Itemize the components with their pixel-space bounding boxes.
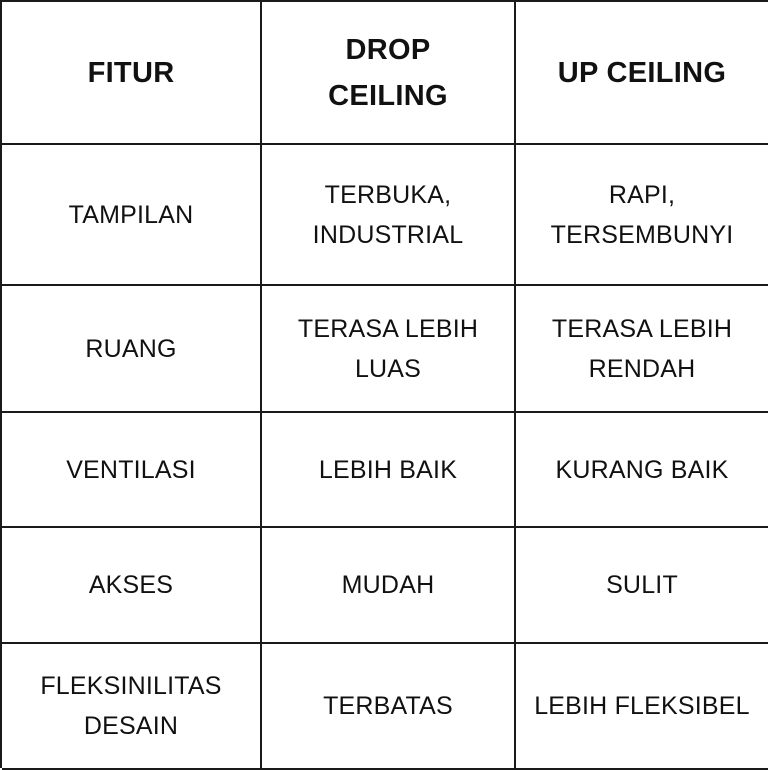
header-cell-up-ceiling: UP CEILING [516,2,768,145]
table-cell: RAPI, TERSEMBUNYI [516,145,768,286]
row-label-akses: AKSES [2,528,262,644]
row-label-ruang: RUANG [2,286,262,413]
row-label-tampilan: TAMPILAN [2,145,262,286]
table-cell: SULIT [516,528,768,644]
table-cell: TERBUKA, INDUSTRIAL [262,145,516,286]
table-cell: KURANG BAIK [516,413,768,528]
table-cell: MUDAH [262,528,516,644]
table-cell: LEBIH FLEKSIBEL [516,644,768,770]
row-label-ventilasi: VENTILASI [2,413,262,528]
header-cell-drop-ceiling: DROP CEILING [262,2,516,145]
row-label-fleksinilitas-desain: FLEKSINILITAS DESAIN [2,644,262,770]
header-cell-fitur: FITUR [2,2,262,145]
table-cell: TERBATAS [262,644,516,770]
table-cell: TERASA LEBIH RENDAH [516,286,768,413]
table-cell: TERASA LEBIH LUAS [262,286,516,413]
table-cell: LEBIH BAIK [262,413,516,528]
